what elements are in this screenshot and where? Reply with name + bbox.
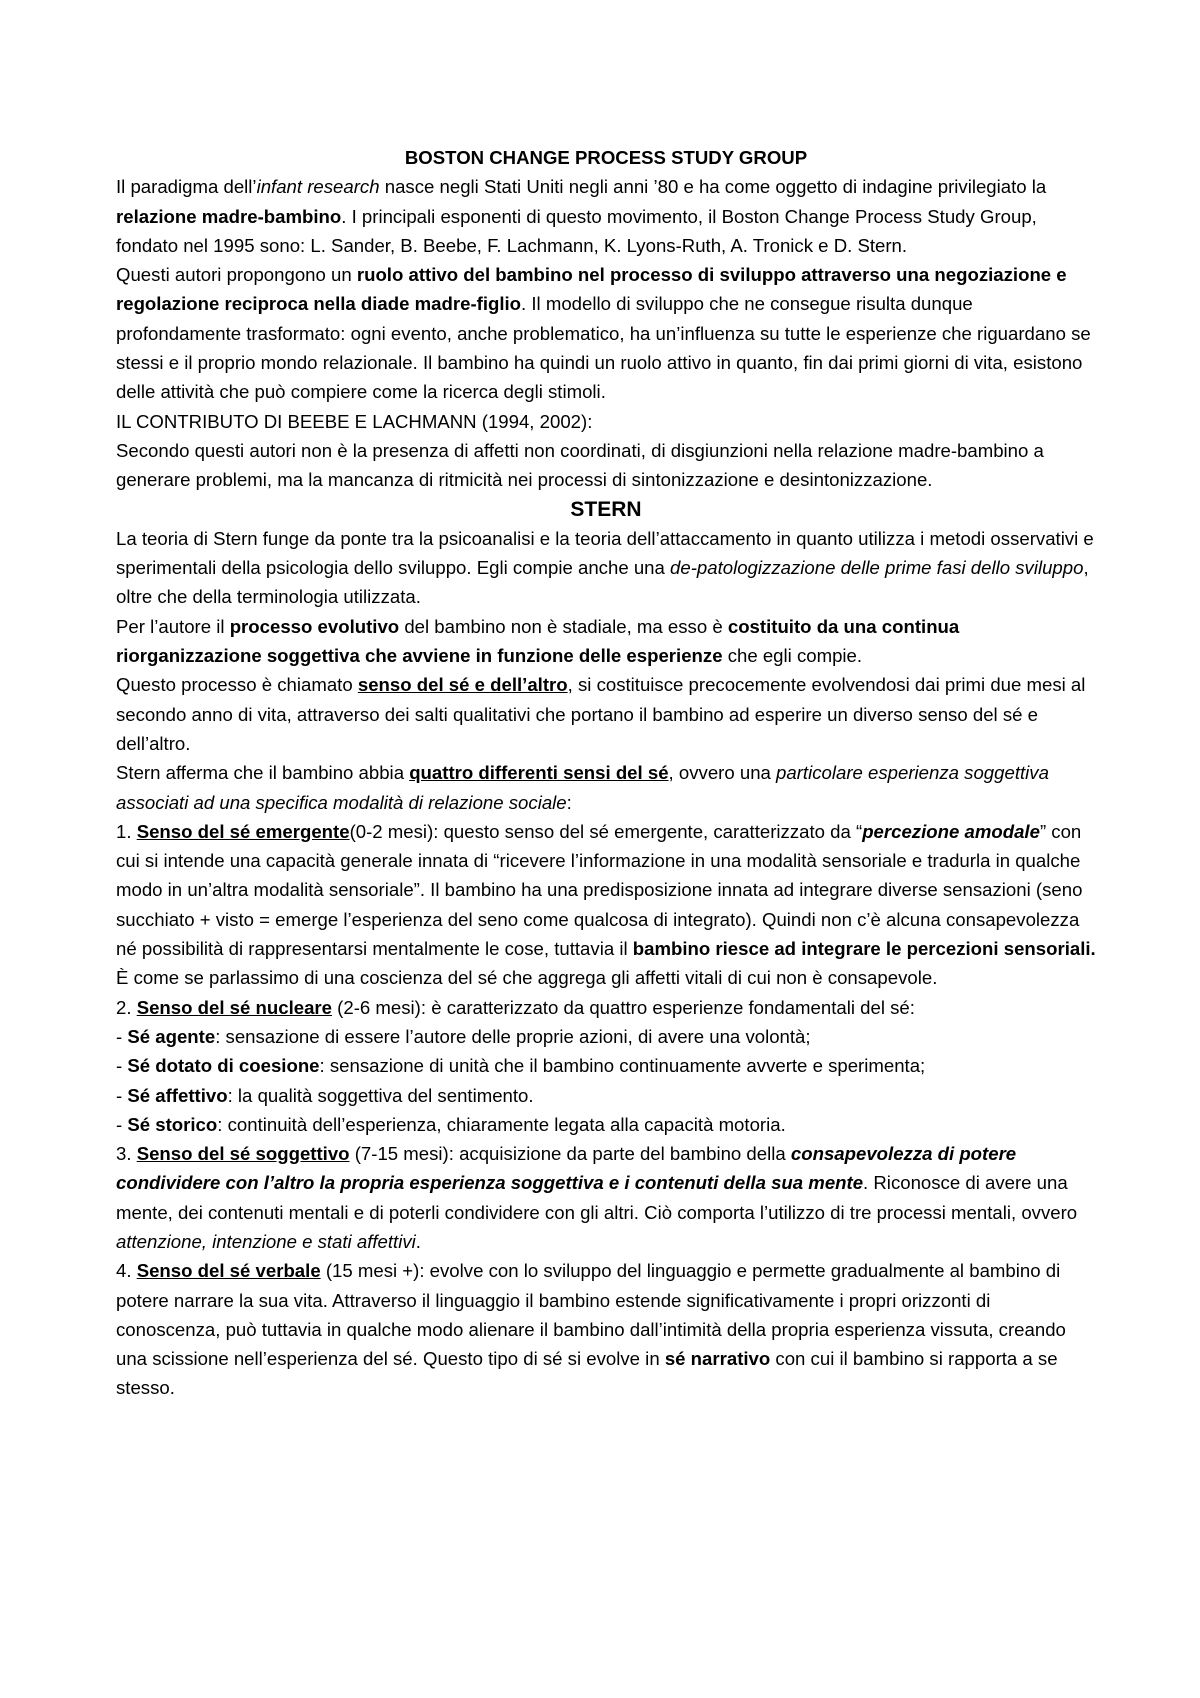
paragraph-verbal-self: [116, 1256, 1096, 1402]
text-run: 3.: [116, 1143, 137, 1165]
bold-underlined-term: senso del sé e dell’altro: [357, 674, 568, 696]
bold-term: Sé storico: [127, 1113, 218, 1135]
text-run: Questi autori propongono un: [116, 264, 357, 286]
list-item-cohesion-self: [116, 1051, 1096, 1080]
bold-term: costituito da una continua riorganizzazione soggettiva che avviene in funzione delle esperienze: [116, 615, 960, 667]
text-run: . Il modello di sviluppo che ne consegue risulta dunque profondamente trasformato: ogni evento, anche problematico, ha un’influenza su tutte le esperienze che riguardano se stessi e il proprio mondo relazionale. Il bambino ha quindi un ruolo attivo in quanto, fin dai primi giorni di vita, esistono delle attività che può compiere come la ricerca degli stimoli.: [116, 293, 1091, 403]
text-run: La teoria di Stern funge da ponte tra la psicoanalisi e la teoria dell’attaccamento in quanto utilizza i metodi osservativi e sperimentali della psicologia dello sviluppo. Egli compie anche una: [116, 527, 1094, 579]
text-run: :: [566, 791, 572, 813]
text-run: : sensazione di unità che il bambino continuamente avverte e sperimenta;: [319, 1055, 926, 1077]
bold-underlined-term: Senso del sé nucleare: [136, 996, 333, 1018]
text-run: che egli compie.: [722, 645, 863, 667]
bold-underlined-term: quattro differenti sensi del sé: [409, 762, 669, 784]
text-run: .: [415, 1230, 421, 1252]
list-item-historical-self: [116, 1110, 1096, 1139]
text-run: È come se parlassimo di una coscienza del sé che aggrega gli affetti vitali di cui non è consapevole.: [116, 967, 938, 989]
section-title-stern: STERN: [570, 497, 642, 521]
text-run: : la qualità soggettiva del sentimento.: [227, 1084, 534, 1106]
italic-term: particolare esperienza soggettiva associati ad una specifica modalità di relazione sociale: [116, 762, 1049, 813]
list-dash: -: [116, 1113, 128, 1135]
document-page: [116, 143, 1096, 1403]
bold-term: processo evolutivo: [229, 615, 400, 637]
text-run: Per l’autore il: [116, 615, 230, 637]
list-dash: -: [116, 1025, 128, 1047]
bold-term: Sé affettivo: [127, 1084, 228, 1106]
paragraph-core-self: [116, 993, 1096, 1022]
bold-term: relazione madre-bambino: [116, 205, 342, 227]
text-run: (0-2 mesi): questo senso del sé emergente, caratterizzato da “: [349, 820, 863, 842]
text-run: . Riconosce di avere una mente, dei contenuti mentali e di poterli condividere con gli altri. Ciò comporta l’utilizzo di tre processi mentali, ovvero: [116, 1172, 1078, 1223]
document-title: BOSTON CHANGE PROCESS STUDY GROUP: [404, 147, 808, 168]
text-run: 1.: [116, 820, 137, 842]
text-run: . I principali esponenti di questo movimento, il Boston Change Process Study Group, fondato nel 1995 sono: L. Sander, B. Beebe, F. Lachmann, K. Lyons-Ruth, A. Tronick e D. Stern.: [116, 205, 1037, 256]
bold-term: ruolo attivo del bambino nel processo di sviluppo attraverso una negoziazione e regolazione reciproca nella diade madre-figlio: [116, 264, 1067, 315]
list-item-agent-self: [116, 1022, 1096, 1051]
text-run: : continuità dell’esperienza, chiaramente legata alla capacità motoria.: [217, 1113, 786, 1135]
text-run: nasce negli Stati Uniti negli anni ’80 e ha come oggetto di indagine privilegiato la: [379, 176, 1047, 198]
bold-term: Sé dotato di coesione: [127, 1055, 320, 1077]
paragraph-sense-of-self: [116, 670, 1096, 758]
bold-underlined-term: Senso del sé soggettivo: [136, 1143, 350, 1165]
text-run: ” con cui si intende una capacità generale innata di “ricevere l’informazione in una modalità sensoriale e tradurla in qualche modo in un’altra modalità sensoriale”. Il bambino ha una predisposizione innata ad integrare diverse sensazioni (seno succhiato + visto = emerge l’esperienza del seno come qualcosa di integrato). Quindi non c’è alcuna consapevolezza né possibilità di rappresentarsi mentalmente le cose, tuttavia il: [116, 820, 1083, 960]
bold-term: sé narrativo: [664, 1348, 771, 1370]
bold-underlined-term: Senso del sé emergente: [136, 820, 350, 842]
text-run: 2.: [116, 996, 137, 1018]
text-run: Il paradigma dell’: [116, 176, 257, 198]
bold-italic-term: consapevolezza di potere condividere con l’altro la propria esperienza soggettiva e i contenuti della sua mente: [116, 1143, 1017, 1194]
bold-term: bambino riesce ad integrare le percezioni sensoriali.: [632, 938, 1096, 960]
paragraph-beebe-lachmann: Secondo questi autori non è la presenza di affetti non coordinati, di disgiunzioni nella relazione madre-bambino a generare problemi, ma la mancanza di ritmicità nei processi di sintonizzazione e desintonizzazione.: [116, 439, 1044, 491]
text-run: con cui il bambino si rapporta a se stesso.: [116, 1348, 1058, 1399]
list-dash: -: [116, 1055, 128, 1077]
list-dash: -: [116, 1084, 128, 1106]
text-run: del bambino non è stadiale, ma esso è: [399, 615, 728, 637]
italic-term: de-patologizzazione delle prime fasi dello sviluppo: [670, 557, 1084, 579]
text-run: (7-15 mesi): acquisizione da parte del bambino della: [349, 1143, 791, 1165]
text-run: (2-6 mesi): è caratterizzato da quattro esperienze fondamentali del sé:: [332, 996, 915, 1018]
text-run: , ovvero una: [668, 762, 777, 784]
text-run: Stern afferma che il bambino abbia: [116, 762, 410, 784]
subheading-beebe-lachmann: IL CONTRIBUTO DI BEEBE E LACHMANN (1994, 2002):: [116, 410, 593, 432]
italic-term: attenzione, intenzione e stati affettivi: [116, 1230, 416, 1252]
bold-underlined-term: Senso del sé verbale: [136, 1260, 321, 1282]
text-run: : sensazione di essere l’autore delle proprie azioni, di avere una volontà;: [215, 1025, 811, 1047]
paragraph-stern-theory: [116, 524, 1096, 612]
paragraph-four-senses: [116, 758, 1096, 817]
paragraph-evolutionary-process: [116, 612, 1096, 671]
paragraph-emergent-self: [116, 817, 1096, 993]
bold-italic-term: percezione amodale: [862, 820, 1040, 842]
text-run: , si costituisce precocemente evolvendosi dai primi due mesi al secondo anno di vita, attraverso dei salti qualitativi che portano il bambino ad esperire un diverso senso del sé e dell’altro.: [116, 674, 1086, 754]
list-item-affective-self: [116, 1081, 1096, 1110]
text-run: , oltre che della terminologia utilizzata.: [116, 557, 1089, 608]
text-run: 4.: [116, 1260, 137, 1282]
italic-term: infant research: [256, 176, 380, 198]
paragraph-infant-research: [116, 172, 1096, 260]
paragraph-subjective-self: [116, 1139, 1096, 1256]
bold-term: Sé agente: [127, 1025, 216, 1047]
paragraph-active-role: [116, 260, 1096, 406]
text-run: Questo processo è chiamato: [116, 674, 358, 696]
text-run: (15 mesi +): evolve con lo sviluppo del linguaggio e permette gradualmente al bambino di potere narrare la sua vita. Attraverso il linguaggio il bambino estende significativamente i propri orizzonti di conoscenza, può tuttavia in qualche modo alienare il bambino dall’intimità della propria esperienza vissuta, creando una scissione nell’esperienza del sé. Questo tipo di sé si evolve in: [116, 1260, 1066, 1370]
